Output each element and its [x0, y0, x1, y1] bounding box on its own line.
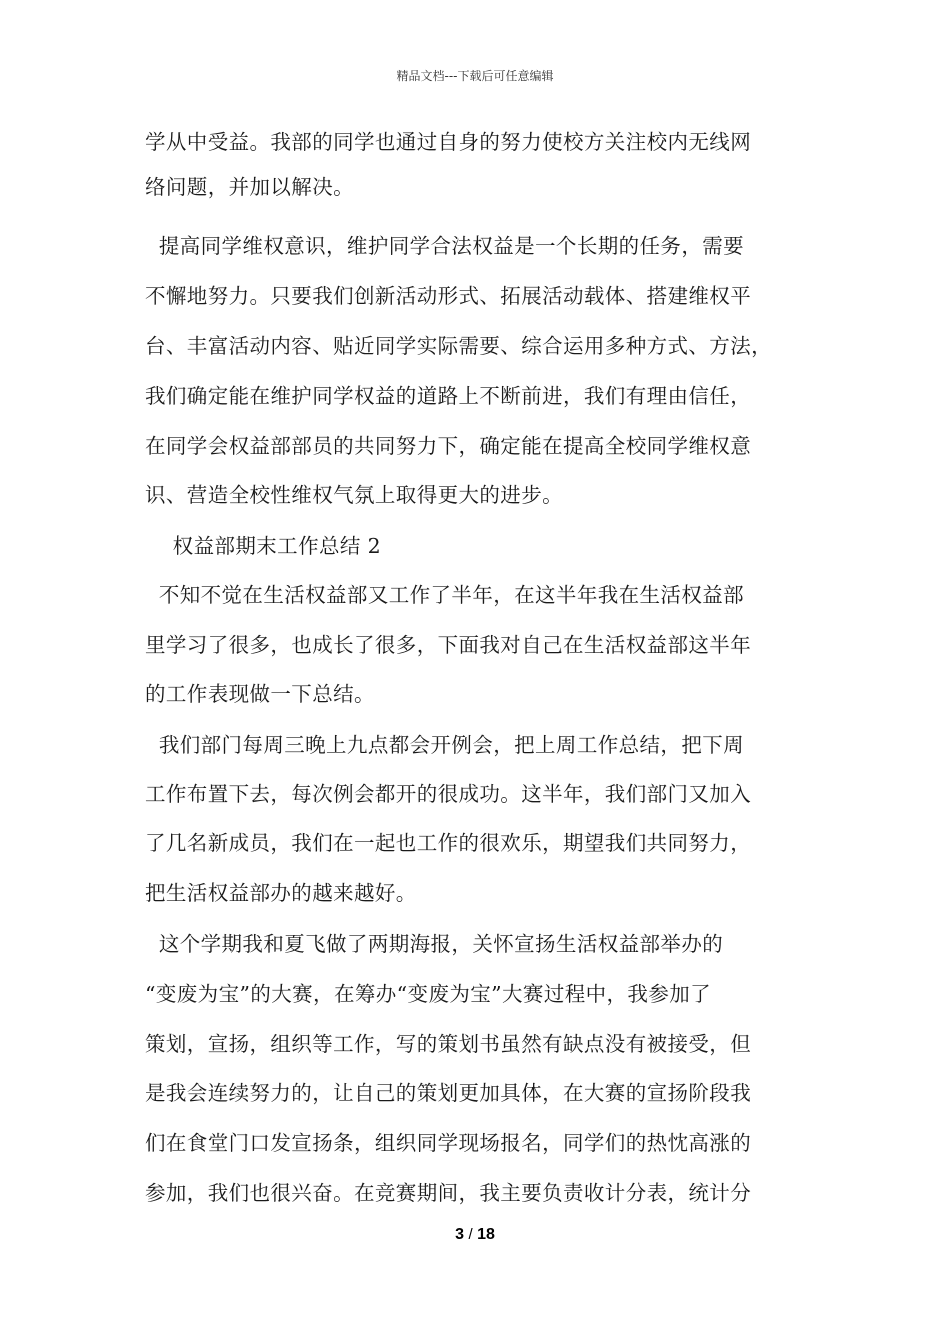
- text-line: 识、营造全校性维权气氛上取得更大的进步。: [145, 483, 563, 507]
- text-line: 把生活权益部办的越来越好。: [145, 881, 417, 905]
- text-line: 工作布置下去，每次例会都开的很成功。这半年，我们部门又加入: [145, 782, 752, 806]
- text-line: 台、丰富活动内容、贴近同学实际需要、综合运用多种方式、方法，: [145, 334, 772, 358]
- text-line: 的工作表现做一下总结。: [145, 682, 375, 706]
- text-line: 是我会连续努力的，让自己的策划更加具体，在大赛的宣扬阶段我: [145, 1081, 752, 1105]
- text-line: “变废为宝”的大赛，在筹办“变废为宝”大赛过程中，我参加了: [145, 982, 712, 1006]
- page-total: 18: [477, 1226, 495, 1243]
- text-line: 们在食堂门口发宣扬条，组织同学现场报名，同学们的热忱高涨的: [145, 1131, 752, 1155]
- text-line: 了几名新成员，我们在一起也工作的很欢乐，期望我们共同努力，: [145, 831, 752, 855]
- text-line: 提高同学维权意识，维护同学合法权益是一个长期的任务，需要: [145, 234, 745, 258]
- text-line: 策划，宣扬，组织等工作，写的策划书虽然有缺点没有被接受，但: [145, 1032, 752, 1056]
- text-line: 我们确定能在维护同学权益的道路上不断前进，我们有理由信任，: [145, 384, 752, 408]
- text-line: 我们部门每周三晚上九点都会开例会，把上周工作总结，把下周: [145, 733, 745, 757]
- text-line: 在同学会权益部部员的共同努力下，确定能在提高全校同学维权意: [145, 434, 752, 458]
- text-line: 络问题，并加以解决。: [145, 175, 354, 199]
- page-current: 3: [455, 1226, 465, 1243]
- text-line: 不知不觉在生活权益部又工作了半年，在这半年我在生活权益部: [145, 583, 745, 607]
- text-line: 里学习了很多，也成长了很多，下面我对自己在生活权益部这半年: [145, 633, 752, 657]
- page-separator: /: [468, 1226, 473, 1243]
- page-header: 精品文档---下载后可任意编辑: [396, 69, 554, 83]
- text-line: 不懈地努力。只要我们创新活动形式、拓展活动载体、搭建维权平: [145, 284, 752, 308]
- text-line: 学从中受益。我部的同学也通过自身的努力使校方关注校内无线网: [145, 130, 752, 154]
- text-line: 这个学期我和夏飞做了两期海报，关怀宣扬生活权益部举办的: [145, 932, 724, 956]
- section-title: 权益部期末工作总结 2: [145, 534, 382, 558]
- page-number: [0, 1226, 950, 1244]
- text-line: 参加，我们也很兴奋。在竞赛期间，我主要负责收计分表，统计分: [145, 1181, 752, 1205]
